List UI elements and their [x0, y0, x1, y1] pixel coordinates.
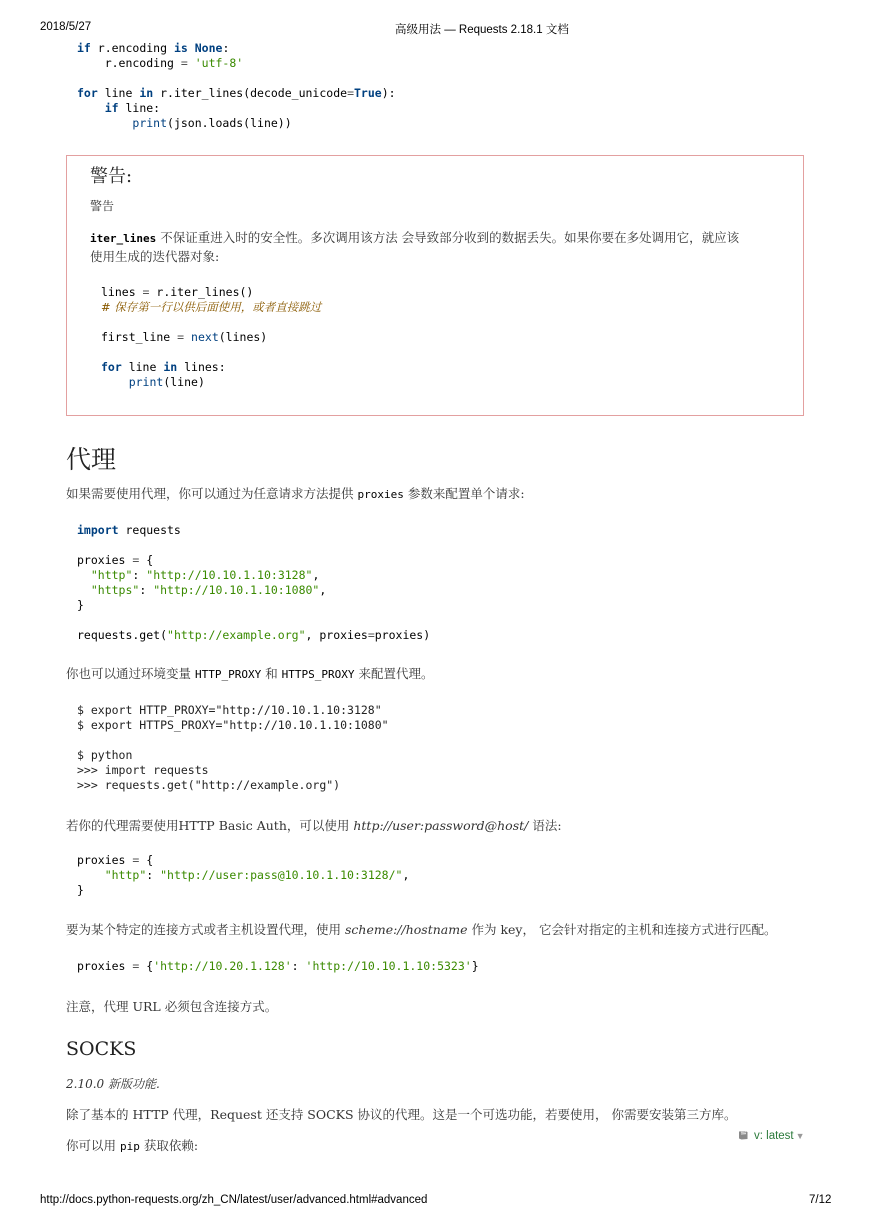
version-label: v: latest — [754, 1130, 794, 1142]
code-block-basic-auth: proxies = { "http": "http://user:pass@10.10.1.10:3128/", } — [77, 853, 410, 897]
proxy-paragraph-3: 若你的代理需要使用HTTP Basic Auth，可以使用 http://user:password@host/ 语法: — [66, 818, 562, 833]
book-icon — [738, 1130, 749, 1143]
socks-paragraph-1: 除了基本的 HTTP 代理，Request 还支持 SOCKS 协议的代理。这是一个可选功能，若要使用， 你需要安装第三方库。 — [66, 1107, 737, 1122]
warning-title: 警告: — [90, 166, 133, 187]
version-selector[interactable] — [738, 1130, 805, 1143]
proxy-paragraph-4: 要为某个特定的连接方式或者主机设置代理，使用 scheme://hostname 作为 key， 它会针对指定的主机和连接方式进行匹配。 — [66, 922, 777, 937]
proxy-paragraph-2: 你也可以通过环境变量 HTTP_PROXY 和 HTTPS_PROXY 来配置代理。 — [66, 666, 434, 681]
caret-down-icon: ▼ — [795, 1131, 805, 1141]
warning-label: 警告 — [90, 199, 115, 213]
code-block-scheme-host: proxies = {'http://10.20.1.128': 'http://10.10.1.10:5323'} — [77, 959, 479, 973]
code-block-shell: $ export HTTP_PROXY="http://10.10.1.10:3128" $ export HTTPS_PROXY="http://10.10.1.10:1080" $ python >>> import requests >>> requests.get("http://example.org") — [77, 703, 389, 792]
warning-text-line1: iter_lines 不保证重进入时的安全性。多次调用该方法 会导致部分收到的数据丢失。如果你要在多处调用它，就应该 — [90, 230, 740, 245]
print-date: 2018/5/27 — [40, 21, 92, 33]
code-block-iter-lines: lines = r.iter_lines() # 保存第一行以供后面使用，或者直接跳过 first_line = next(lines) for line in lines: print(line) — [101, 285, 322, 389]
socks-paragraph-2: 你可以用 pip 获取依赖: — [66, 1138, 199, 1153]
proxy-paragraph-1: 如果需要使用代理，你可以通过为任意请求方法提供 proxies 参数来配置单个请求: — [66, 486, 525, 501]
warning-text-line2: 使用生成的迭代器对象: — [90, 249, 220, 264]
code-block-proxies: import requests proxies = { "http": "http://10.10.1.10:3128", "https": "http://10.10.1.10:1080", } requests.get("http://example.org", proxies=proxies) — [77, 523, 431, 642]
page-number: 7/12 — [809, 1194, 832, 1206]
print-title: 高级用法 — Requests 2.18.1 文档 — [395, 24, 569, 36]
code-block-encoding: if r.encoding is None: r.encoding = 'utf-8' for line in r.iter_lines(decode_unicode=True): if line: print(json.loads(line)) — [77, 41, 396, 130]
version-added-note: 2.10.0 新版功能. — [66, 1077, 160, 1091]
print-url: http://docs.python-requests.org/zh_CN/latest/user/advanced.html#advanced — [40, 1194, 428, 1206]
section-heading-socks: SOCKS — [66, 1038, 137, 1060]
section-heading-proxy: 代理 — [66, 445, 117, 474]
proxy-paragraph-5: 注意，代理 URL 必须包含连接方式。 — [66, 999, 278, 1014]
